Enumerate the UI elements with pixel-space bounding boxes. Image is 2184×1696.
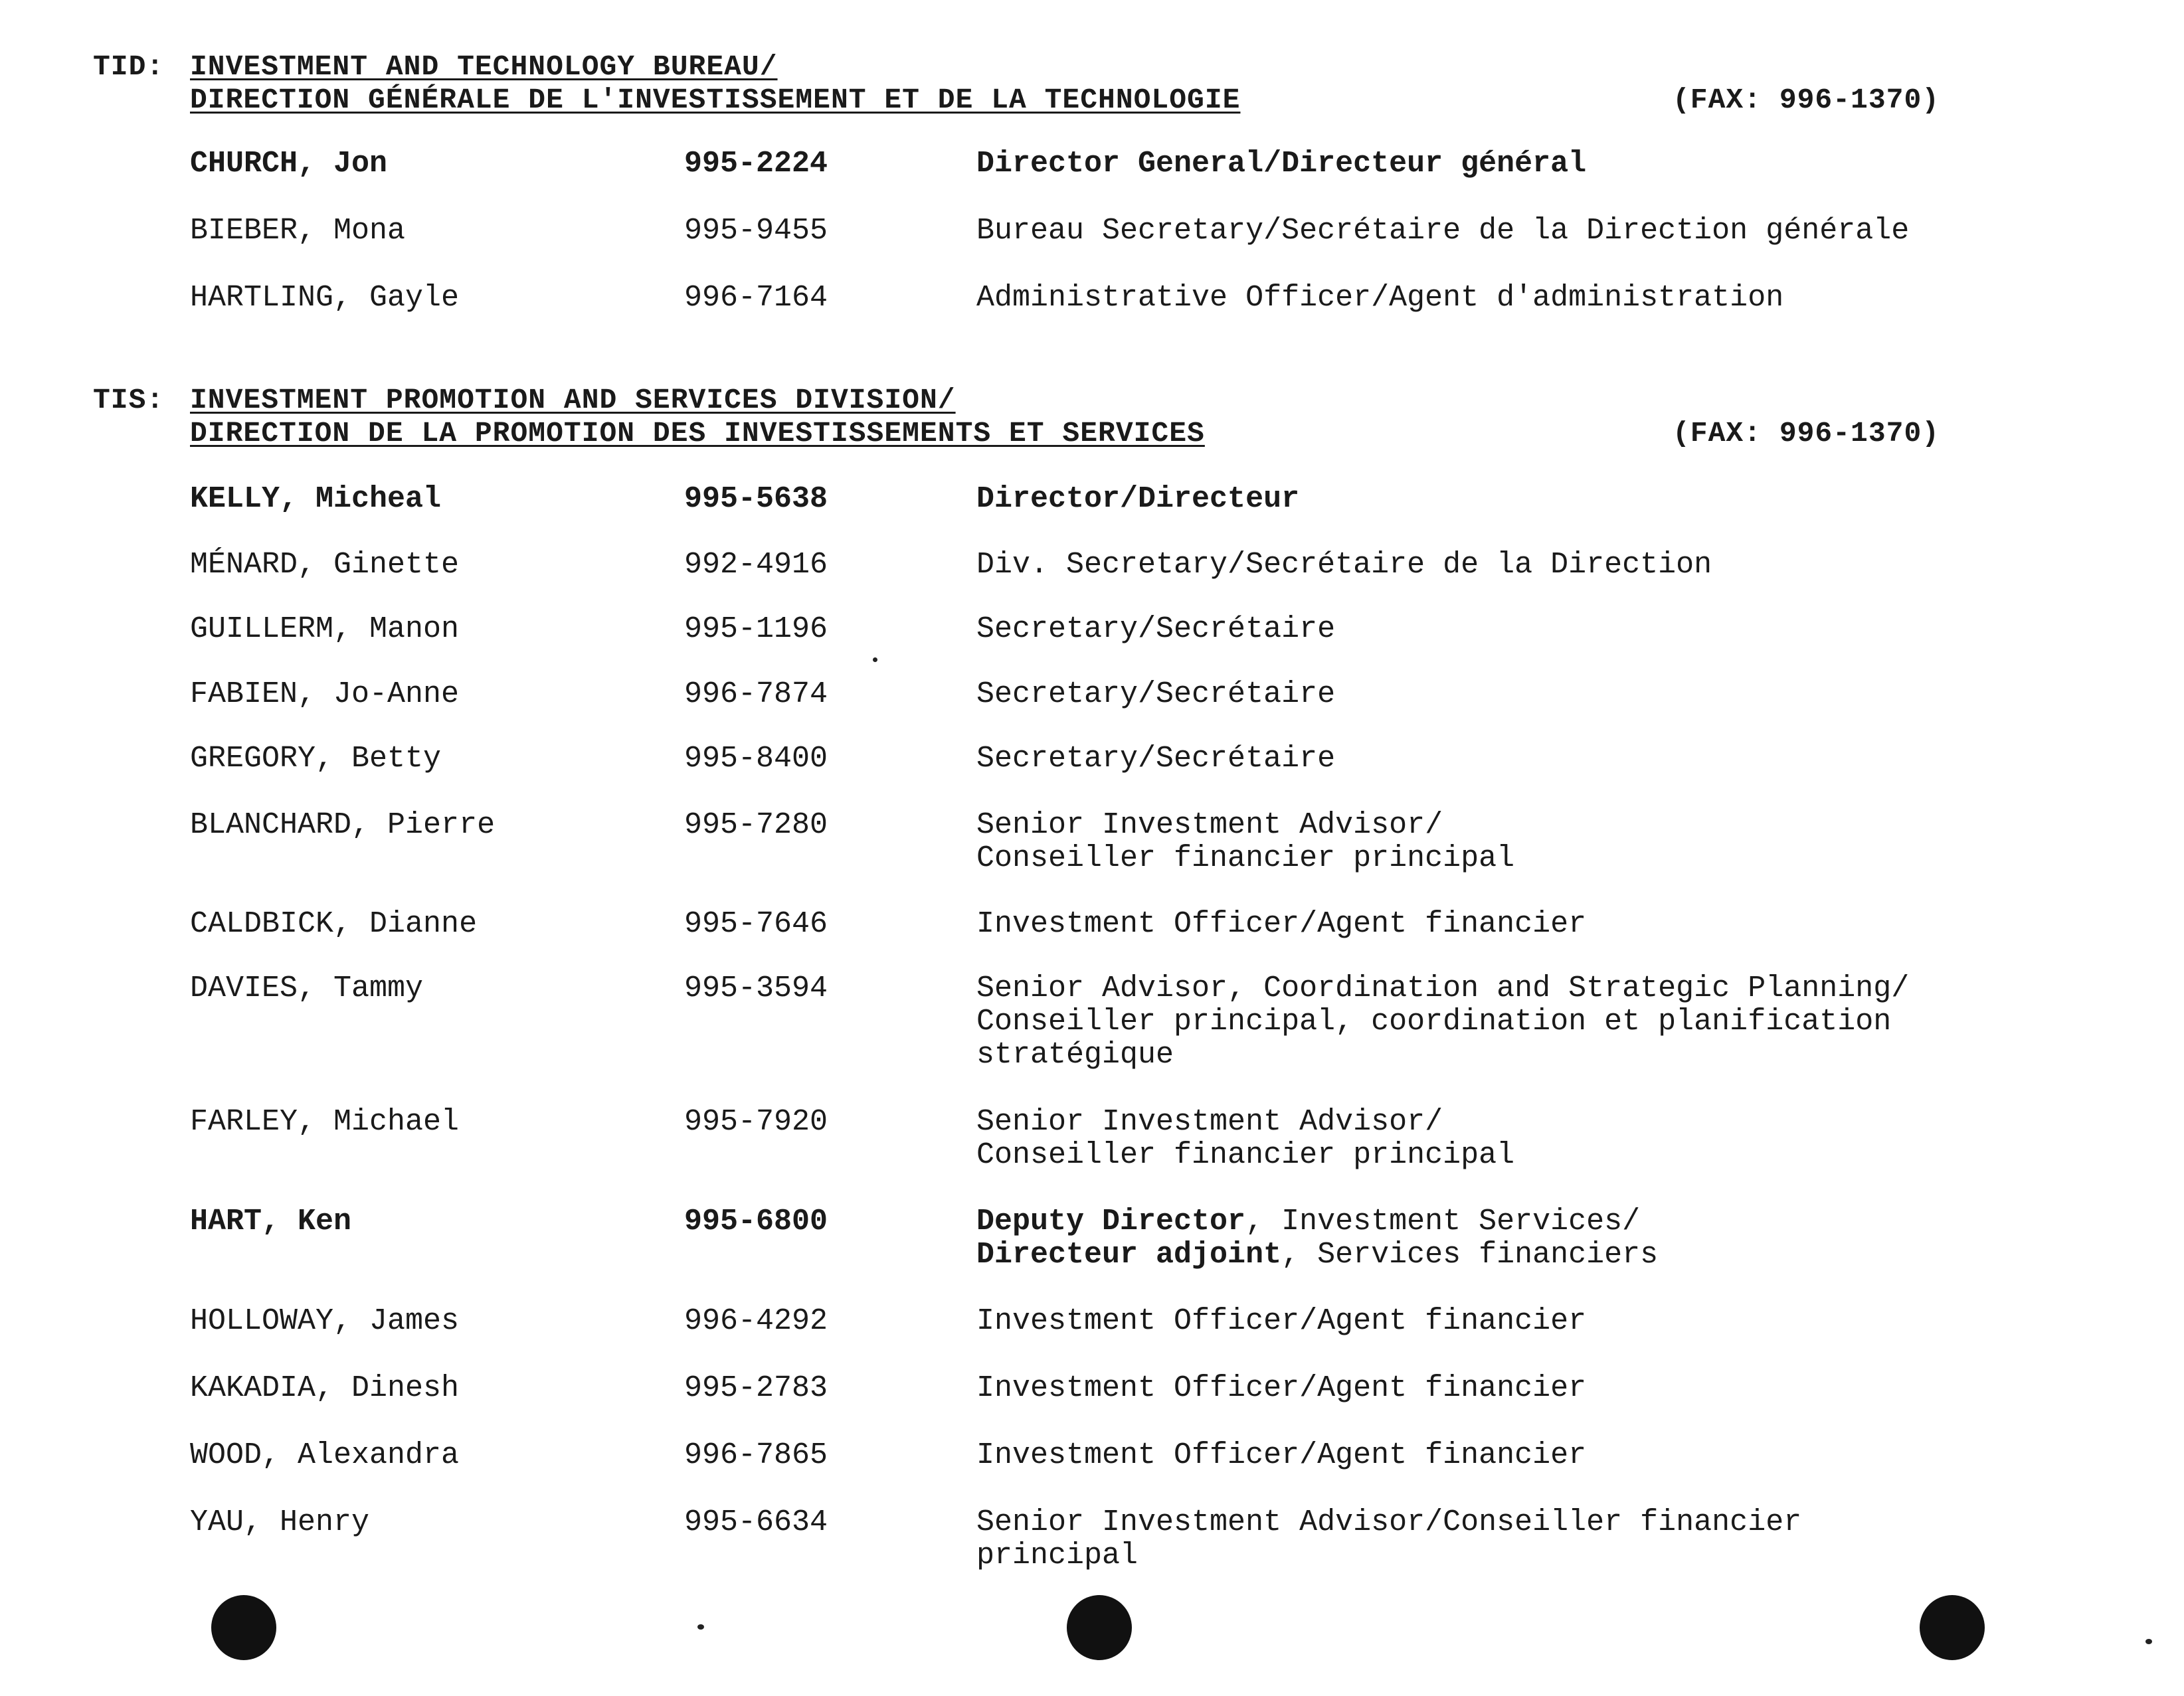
fax-number: (FAX: 996-1370) — [1673, 84, 1940, 116]
phone-number: 995-1196 — [684, 612, 828, 646]
phone-number: 996-7164 — [684, 281, 828, 315]
job-title: Administrative Officer/Agent d'administration — [976, 281, 1784, 315]
phone-number: 995-6634 — [684, 1505, 828, 1539]
phone-number: 996-7874 — [684, 677, 828, 711]
person-name: FARLEY, Michael — [190, 1105, 460, 1139]
phone-number: 995-5638 — [684, 482, 828, 516]
section-code: TID: — [93, 50, 165, 83]
job-title: Secretary/Secrétaire — [976, 742, 1336, 776]
binder-hole-center — [1067, 1595, 1132, 1660]
section-title — [190, 50, 1240, 117]
person-name: HART, Ken — [190, 1205, 352, 1238]
scan-speck — [2145, 1639, 2152, 1644]
fax-number: (FAX: 996-1370) — [1673, 417, 1940, 450]
section-title-line-1: INVESTMENT PROMOTION AND SERVICES DIVISION/ — [190, 384, 956, 416]
job-title: Senior Investment Advisor/Conseiller financier principal — [976, 1505, 1802, 1572]
job-title: Bureau Secretary/Secrétaire de la Direction générale — [976, 214, 1910, 248]
job-title: Investment Officer/Agent financier — [976, 1438, 1587, 1472]
job-title: Investment Officer/Agent financier — [976, 1304, 1587, 1338]
section-code: TIS: — [93, 384, 165, 416]
job-title: Director General/Directeur général — [976, 147, 1587, 181]
person-name: BLANCHARD, Pierre — [190, 808, 496, 842]
binder-hole-left — [211, 1595, 276, 1660]
person-name: MÉNARD, Ginette — [190, 548, 460, 582]
job-title: Senior Investment Advisor/ Conseiller financier principal — [976, 808, 1515, 875]
phone-number: 995-9455 — [684, 214, 828, 248]
phone-number: 995-6800 — [684, 1205, 828, 1238]
person-name: GUILLERM, Manon — [190, 612, 460, 646]
person-name: DAVIES, Tammy — [190, 972, 424, 1005]
phone-number: 995-7646 — [684, 907, 828, 941]
job-title: Secretary/Secrétaire — [976, 677, 1336, 711]
person-name: FABIEN, Jo-Anne — [190, 677, 460, 711]
job-title: Senior Investment Advisor/ Conseiller financier principal — [976, 1105, 1515, 1172]
phone-number: 992-4916 — [684, 548, 828, 582]
scan-speck — [697, 1624, 704, 1630]
person-name: BIEBER, Mona — [190, 214, 406, 248]
person-name: CALDBICK, Dianne — [190, 907, 478, 941]
phone-number: 995-3594 — [684, 972, 828, 1005]
phone-number: 995-8400 — [684, 742, 828, 776]
phone-number: 995-7920 — [684, 1105, 828, 1139]
phone-number: 995-2224 — [684, 147, 828, 181]
section-title-line-2: DIRECTION GÉNÉRALE DE L'INVESTISSEMENT ET DE LA TECHNOLOGIE — [190, 84, 1241, 116]
person-name: GREGORY, Betty — [190, 742, 442, 776]
person-name: YAU, Henry — [190, 1505, 370, 1539]
person-name: WOOD, Alexandra — [190, 1438, 460, 1472]
phone-number: 996-7865 — [684, 1438, 828, 1472]
phone-number: 996-4292 — [684, 1304, 828, 1338]
person-name: HARTLING, Gayle — [190, 281, 460, 315]
job-title: Deputy Director, Investment Services/ Directeur adjoint, Services financiers — [976, 1205, 1659, 1272]
job-title: Investment Officer/Agent financier — [976, 907, 1587, 941]
section-title-line-2: DIRECTION DE LA PROMOTION DES INVESTISSEMENTS ET SERVICES — [190, 417, 1205, 450]
job-title: Secretary/Secrétaire — [976, 612, 1336, 646]
job-title: Senior Advisor, Coordination and Strategic Planning/ Conseiller principal, coordination et planification stratégique — [976, 972, 1910, 1072]
person-name: HOLLOWAY, James — [190, 1304, 460, 1338]
job-title: Director/Directeur — [976, 482, 1300, 516]
section-title — [190, 384, 1205, 450]
person-name: KAKADIA, Dinesh — [190, 1371, 460, 1405]
phone-number: 995-2783 — [684, 1371, 828, 1405]
scan-speck — [873, 657, 877, 662]
person-name: CHURCH, Jon — [190, 147, 388, 181]
binder-hole-right — [1920, 1595, 1985, 1660]
job-title: Investment Officer/Agent financier — [976, 1371, 1587, 1405]
job-title: Div. Secretary/Secrétaire de la Direction — [976, 548, 1712, 582]
phone-number: 995-7280 — [684, 808, 828, 842]
section-title-line-1: INVESTMENT AND TECHNOLOGY BUREAU/ — [190, 50, 778, 83]
person-name: KELLY, Micheal — [190, 482, 442, 516]
